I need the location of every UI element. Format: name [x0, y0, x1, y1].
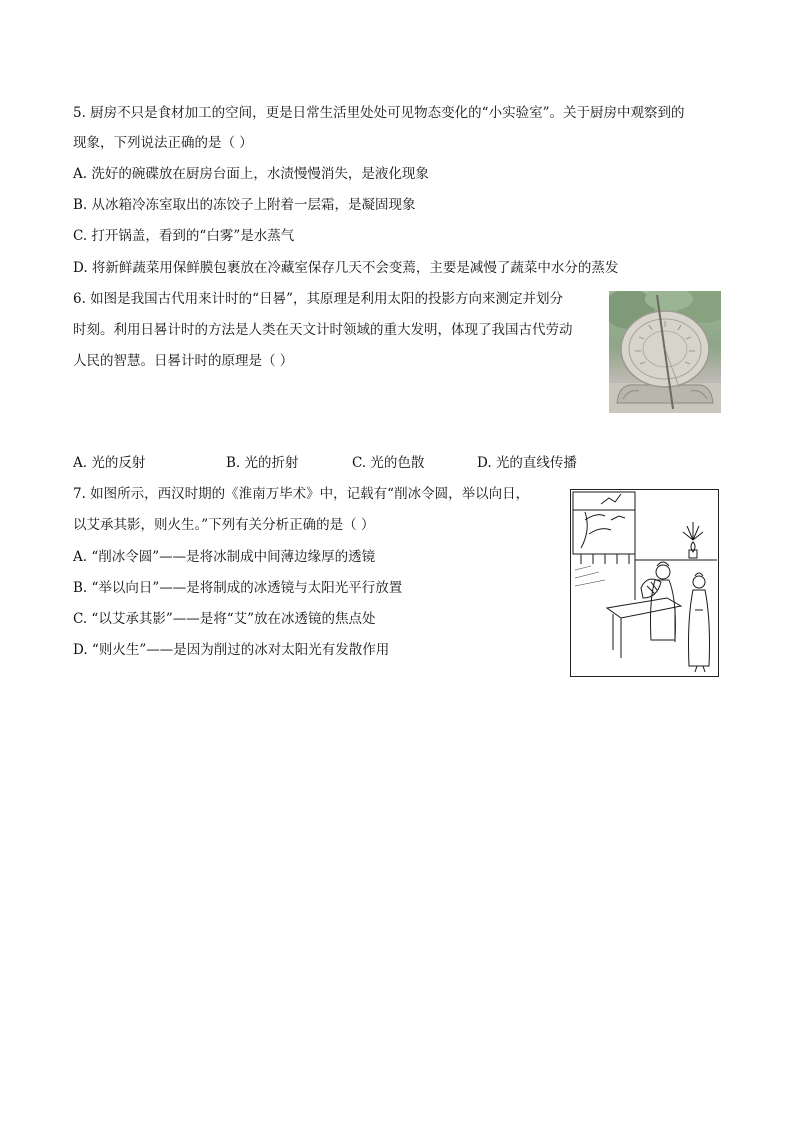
woodcut-drawing	[571, 490, 717, 675]
q5-stem-line1: 5. 厨房不只是食材加工的空间，更是日常生活里处处可见物态变化的“小实验室”。关于厨房中观察到的	[73, 105, 685, 121]
q6-option-a: A. 光的反射	[73, 455, 146, 471]
q7-option-c: C. “以艾承其影”——是将“艾”放在冰透镜的焦点处	[73, 611, 376, 627]
q6-option-c: C. 光的色散	[352, 455, 425, 471]
q7-option-b: B. “举以向日”——是将制成的冰透镜与太阳光平行放置	[73, 580, 403, 596]
q6-stem-line2: 时刻。利用日晷计时的方法是人类在天文计时领域的重大发明，体现了我国古代劳动	[73, 322, 573, 338]
ancient-fire-making-illustration	[570, 489, 719, 677]
q6-option-d: D. 光的直线传播	[477, 455, 577, 471]
sundial-photo	[609, 291, 721, 413]
q5-option-d: D. 将新鲜蔬菜用保鲜膜包裹放在冷藏室保存几天不会变蔫，主要是减慢了蔬菜中水分的蒸发	[73, 260, 619, 276]
q7-stem-line2: 以艾承其影，则火生。”下列有关分析正确的是（ ）	[73, 517, 375, 533]
q5-option-a: A. 洗好的碗碟放在厨房台面上，水渍慢慢消失，是液化现象	[73, 166, 429, 182]
q7-option-a: A. “削冰令圆”——是将冰制成中间薄边缘厚的透镜	[73, 549, 376, 565]
q5-stem-line2: 现象，下列说法正确的是（ ）	[73, 135, 253, 151]
q7-option-d: D. “则火生”——是因为削过的冰对太阳光有发散作用	[73, 642, 390, 658]
q6-stem-line3: 人民的智慧。日晷计时的原理是（ ）	[73, 353, 294, 369]
sundial-illustration	[609, 291, 721, 413]
q6-option-b: B. 光的折射	[226, 455, 299, 471]
q5-option-b: B. 从冰箱冷冻室取出的冻饺子上附着一层霜，是凝固现象	[73, 197, 416, 213]
q7-stem-line1: 7. 如图所示，西汉时期的《淮南万毕术》中，记载有“削冰令圆，举以向日，	[73, 486, 530, 502]
q5-option-c: C. 打开锅盖，看到的“白雾”是水蒸气	[73, 228, 295, 244]
q6-stem-line1: 6. 如图是我国古代用来计时的“日晷”，其原理是利用太阳的投影方向来测定并划分	[73, 291, 563, 307]
